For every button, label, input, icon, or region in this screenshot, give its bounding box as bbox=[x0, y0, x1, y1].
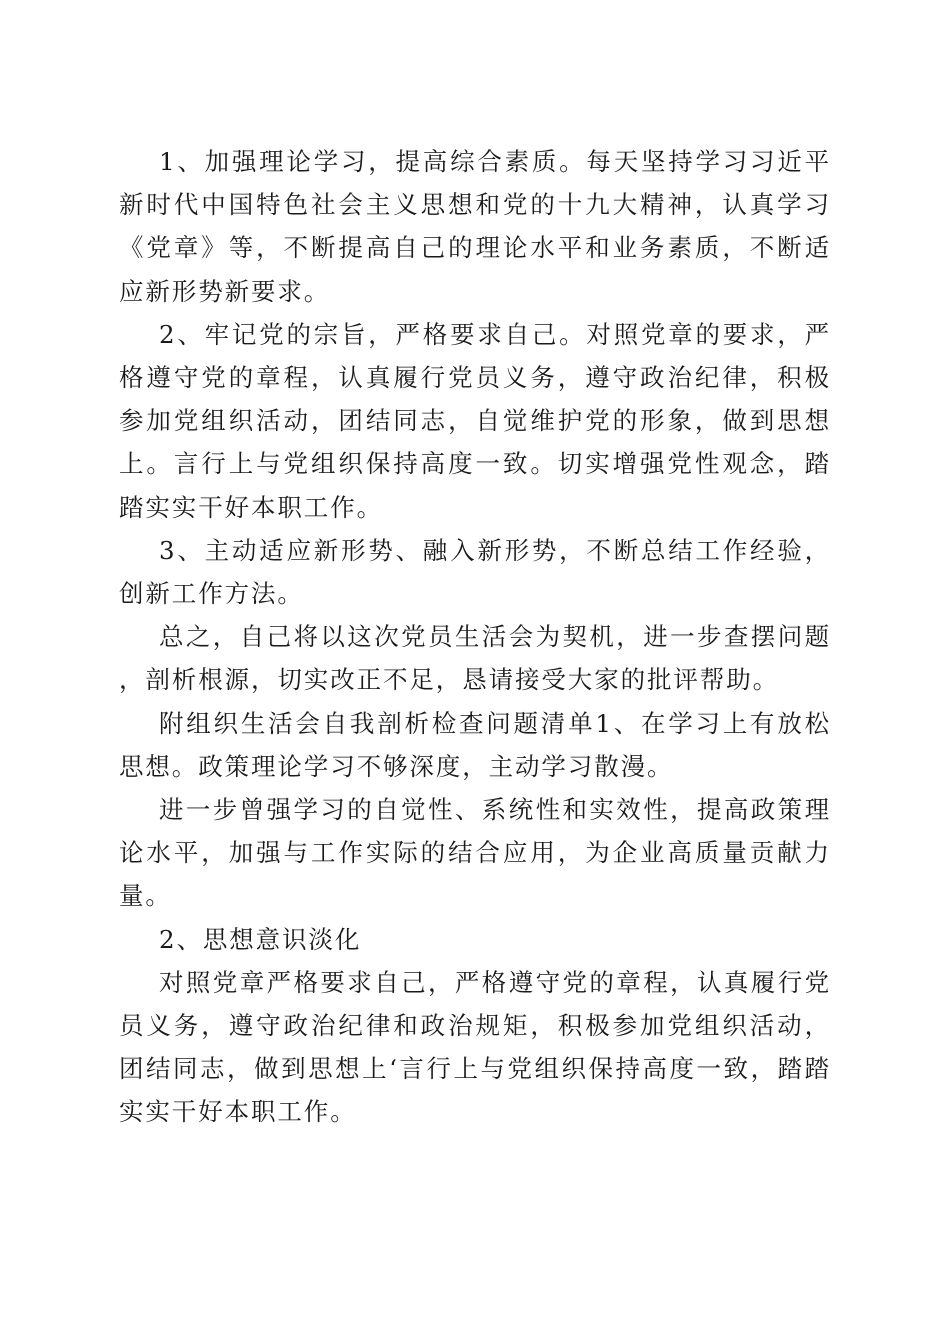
paragraph-party-purpose: 2、牢记党的宗旨，严格要求自己。对照党章的要求，严格遵守党的章程，认真履行党员义务，遵守政治纪律，积极参加党组织活动，团结同志，自觉维护党的形象，做到思想上。言行上与党组织保持高度一致。切实增强党性观念，踏踏实实干好本职工作。 bbox=[119, 319, 831, 522]
paragraph-adapt-new-situation: 3、主动适应新形势、融入新形势，不断总结工作经验，创新工作方法。 bbox=[119, 535, 831, 609]
paragraph-strengthen-theory-study: 1、加强理论学习，提高综合素质。每天坚持学习习近平新时代中国特色社会主义思想和党的十九大精神，认真学习《党章》等，不断提高自己的理论水平和业务素质，不断适应新形势新要求。 bbox=[119, 147, 831, 306]
paragraph-conclusion: 总之，自己将以这次党员生活会为契机，进一步查摆问题，剖析根源，切实改正不足，恳请接受大家的批评帮助。 bbox=[119, 622, 831, 695]
paragraph-strict-discipline: 对照党章严格要求自己，严格遵守党的章程，认真履行党员义务，遵守政治纪律和政治规矩，积极参加党组织活动，团结同志，做到思想上‘言行上与党组织保持高度一致，踏踏实实干好本职工作。 bbox=[119, 967, 831, 1127]
paragraph-heading-weak-awareness: 2、思想意识淡化 bbox=[159, 924, 362, 954]
paragraph-improve-study: 进一步曾强学习的自觉性、系统性和实效性，提高政策理论水平，加强与工作实际的结合应用，为企业高质量贡献力量。 bbox=[119, 795, 831, 911]
document-body bbox=[119, 140, 831, 1134]
paragraph-appendix-issue-list: 附组织生活会自我剖析检查问题清单1、在学习上有放松思想。政策理论学习不够深度，主动学习散漫。 bbox=[119, 708, 831, 781]
